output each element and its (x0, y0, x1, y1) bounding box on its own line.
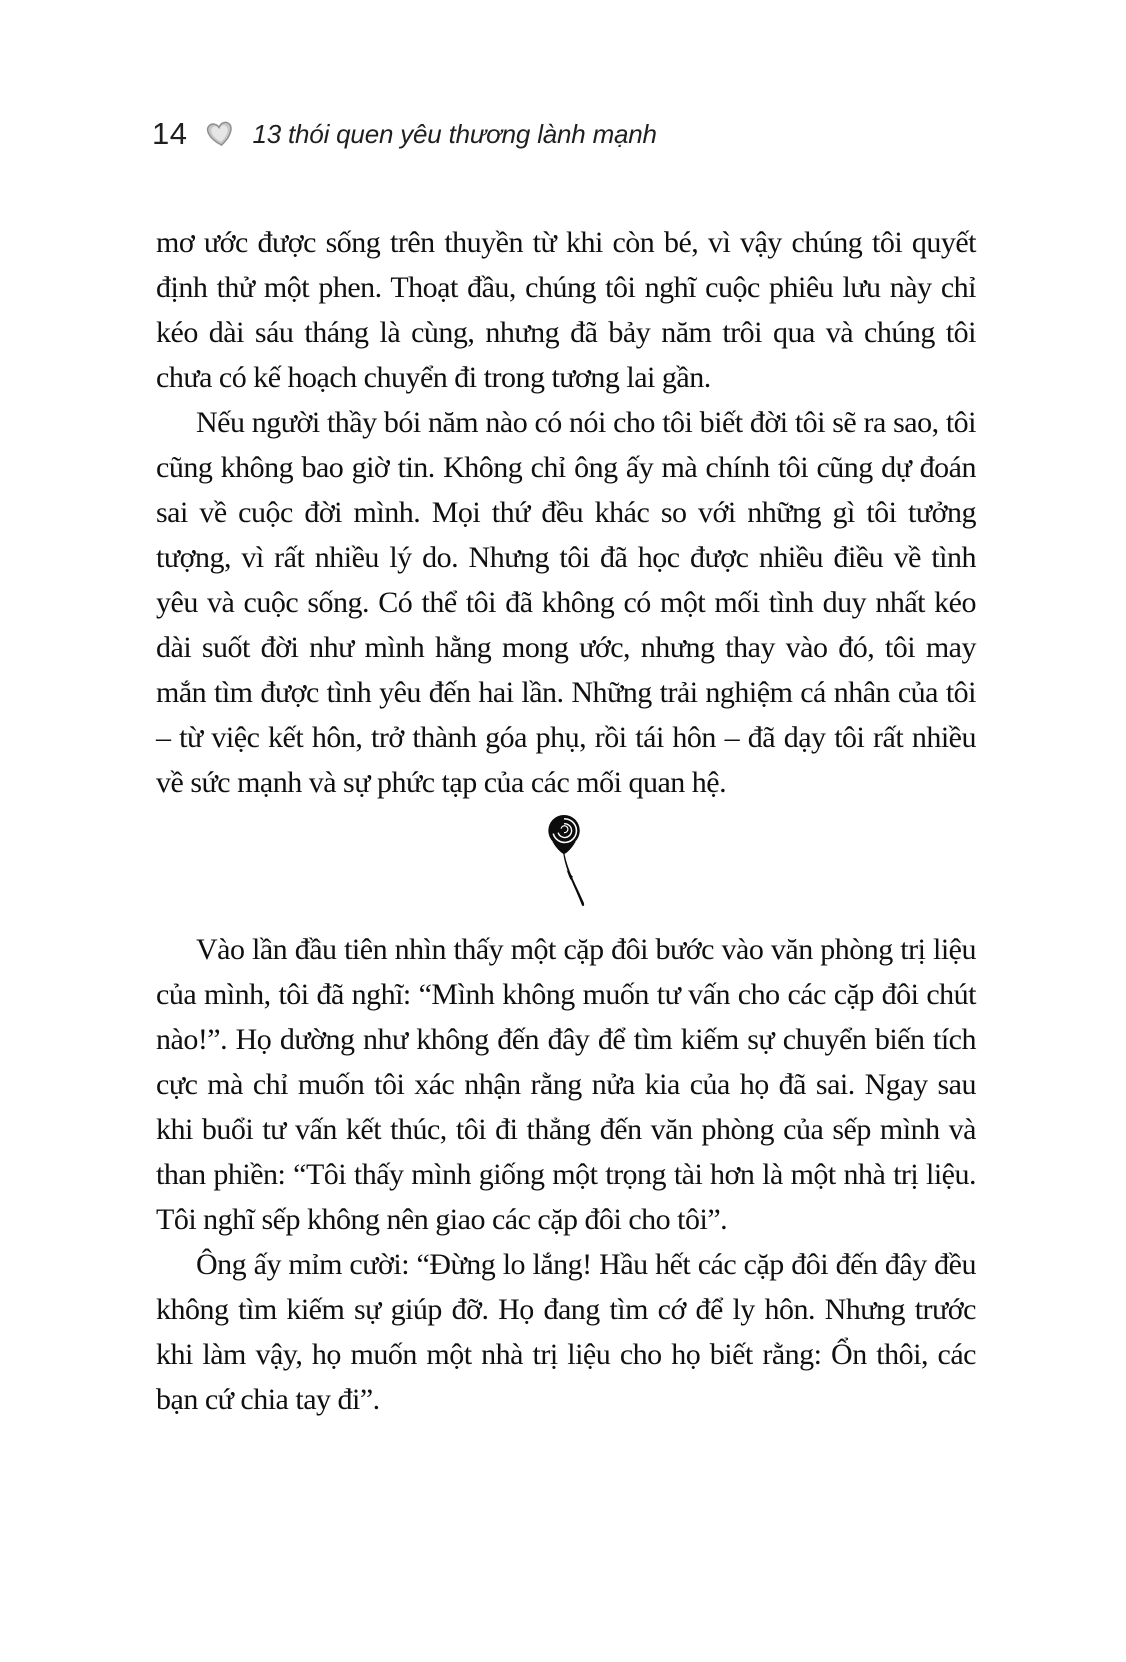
page-content (156, 220, 976, 1422)
section-divider (156, 805, 976, 927)
paragraph: Nếu người thầy bói năm nào có nói cho tôi biết đời tôi sẽ ra sao, tôi cũng không bao giờ tin. Không chỉ ông ấy mà chính tôi cũng dự đoán sai về cuộc đời mình. Mọi thứ đều khác so với những gì tôi tưởng tượng, vì rất nhiều lý do. Nhưng tôi đã học được nhiều điều về tình yêu và cuộc sống. Có thể tôi đã không có một mối tình duy nhất kéo dài suốt đời như mình hằng mong ước, nhưng thay vào đó, tôi may mắn tìm được tình yêu đến hai lần. Những trải nghiệm cá nhân của tôi – từ việc kết hôn, trở thành góa phụ, rồi tái hôn – đã dạy tôi rất nhiều về sức mạnh và sự phức tạp của các mối quan hệ. (156, 406, 976, 799)
heart-icon (204, 118, 238, 150)
text-section-1 (156, 220, 976, 805)
text-section-2 (156, 927, 976, 1422)
paragraph: mơ ước được sống trên thuyền từ khi còn bé, vì vậy chúng tôi quyết định thử một phen. Thoạt đầu, chúng tôi nghĩ cuộc phiêu lưu này chỉ kéo dài sáu tháng là cùng, nhưng đã bảy năm trôi qua và chúng tôi chưa có kế hoạch chuyển đi trong tương lai gần. (156, 226, 976, 394)
paragraph: Vào lần đầu tiên nhìn thấy một cặp đôi bước vào văn phòng trị liệu của mình, tôi đã nghĩ: “Mình không muốn tư vấn cho các cặp đôi chút nào!”. Họ dường như không đến đây để tìm kiếm sự chuyển biến tích cực mà chỉ muốn tôi xác nhận rằng nửa kia của họ đã sai. Ngay sau khi buổi tư vấn kết thúc, tôi đi thẳng đến văn phòng của sếp mình và than phiền: “Tôi thấy mình giống một trọng tài hơn là một nhà trị liệu. Tôi nghĩ sếp không nên giao các cặp đôi cho tôi”. (156, 933, 976, 1236)
running-head-book-title: 13 thói quen yêu thương lành mạnh (252, 118, 657, 149)
rose-ornament-icon (539, 812, 593, 920)
paragraph: Ông ấy mỉm cười: “Đừng lo lắng! Hầu hết các cặp đôi đến đây đều không tìm kiếm sự giúp đỡ. Họ đang tìm cớ để ly hôn. Nhưng trước khi làm vậy, họ muốn một nhà trị liệu cho họ biết rằng: Ổn thôi, các bạn cứ chia tay đi”. (156, 1248, 976, 1416)
page-number: 14 (152, 116, 188, 151)
page-header (152, 116, 976, 152)
